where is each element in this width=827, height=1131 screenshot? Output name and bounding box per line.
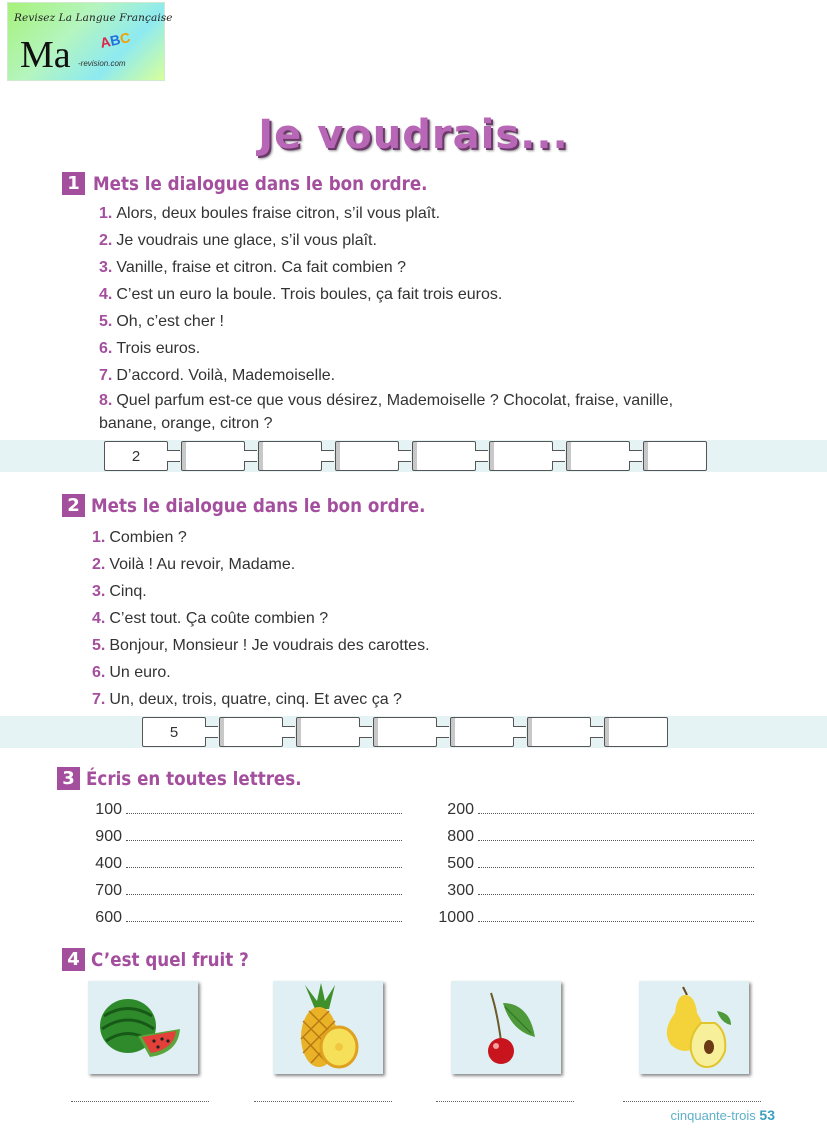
answer-dotted-line[interactable] xyxy=(126,853,402,868)
number-row xyxy=(80,796,402,823)
answer-slot[interactable] xyxy=(527,717,591,747)
fruit-pineapple-image xyxy=(273,981,383,1074)
dialogue-line: 4. C’est un euro la boule. Trois boules, ça fait trois euros. xyxy=(99,286,503,303)
section-1-number: 1 xyxy=(62,172,85,195)
dialogue-line: 5. Oh, c’est cher ! xyxy=(99,313,224,330)
dialogue-line: 3. Cinq. xyxy=(92,583,147,600)
dialogue-line: 1. Combien ? xyxy=(92,529,187,546)
number-row xyxy=(420,796,754,823)
number-value: 300 xyxy=(447,882,474,899)
dialogue-line: 2. Voilà ! Au revoir, Madame. xyxy=(92,556,296,573)
section-4-number: 4 xyxy=(62,948,85,971)
dialogue-line: 7. Un, deux, trois, quatre, cinq. Et avec ça ? xyxy=(92,691,402,708)
number-value: 200 xyxy=(447,801,474,818)
answer-dotted-line[interactable] xyxy=(478,826,754,841)
dialogue-line: 3. Vanille, fraise et citron. Ca fait combien ? xyxy=(99,259,406,276)
logo-brand: Ma xyxy=(20,34,71,76)
section-2-answer-slots xyxy=(142,717,681,747)
number-value: 1000 xyxy=(438,909,474,926)
answer-dotted-line[interactable] xyxy=(478,799,754,814)
dialogue-line: 4. C’est tout. Ça coûte combien ? xyxy=(92,610,329,627)
answer-slot[interactable]: 5 xyxy=(142,717,206,747)
answer-dotted-line[interactable] xyxy=(478,853,754,868)
number-row xyxy=(80,877,402,904)
page-number: 53 xyxy=(759,1107,775,1123)
number-value: 500 xyxy=(447,855,474,872)
dialogue-line: 1. Alors, deux boules fraise citron, s’il vous plaît. xyxy=(99,205,441,222)
section-1-dialogue-list xyxy=(99,200,699,435)
answer-slot[interactable] xyxy=(450,717,514,747)
page-title: Je voudrais... xyxy=(258,112,569,158)
dialogue-line: 7. D’accord. Voilà, Mademoiselle. xyxy=(99,367,336,384)
number-value: 900 xyxy=(95,828,122,845)
section-1-answer-slots xyxy=(104,441,720,471)
section-2-header xyxy=(62,494,471,517)
site-logo xyxy=(7,2,173,81)
number-row xyxy=(80,850,402,877)
fruit-answer-line[interactable] xyxy=(623,1101,761,1102)
answer-slot[interactable] xyxy=(296,717,360,747)
dialogue-line: 8. Quel parfum est-ce que vous désirez, Mademoiselle ? Chocolat, fraise, vanille, banane, orange, citron ? xyxy=(99,392,674,432)
answer-slot[interactable] xyxy=(643,441,707,471)
fruit-answer-line[interactable] xyxy=(71,1101,209,1102)
section-2-number: 2 xyxy=(62,494,85,517)
number-row xyxy=(420,823,754,850)
section-3-heading: Écris en toutes lettres. xyxy=(86,767,302,790)
fruit-watermelon-image xyxy=(88,981,198,1074)
number-row xyxy=(420,877,754,904)
answer-slot[interactable] xyxy=(566,441,630,471)
fruit-answer-line[interactable] xyxy=(254,1101,392,1102)
fruit-pear-image xyxy=(639,981,749,1074)
answer-slot[interactable] xyxy=(181,441,245,471)
section-2-heading: Mets le dialogue dans le bon ordre. xyxy=(91,494,426,517)
answer-slot[interactable] xyxy=(412,441,476,471)
logo-domain: -revision.com xyxy=(78,59,126,68)
section-1-header xyxy=(62,172,473,195)
answer-slot[interactable] xyxy=(335,441,399,471)
number-row xyxy=(80,904,402,931)
answer-slot[interactable] xyxy=(219,717,283,747)
section-1-heading: Mets le dialogue dans le bon ordre. xyxy=(93,172,428,195)
number-value: 600 xyxy=(95,909,122,926)
section-2-dialogue-list xyxy=(92,524,430,713)
page-number-word: cinquante-trois xyxy=(670,1108,756,1123)
answer-dotted-line[interactable] xyxy=(478,907,754,922)
answer-dotted-line[interactable] xyxy=(478,880,754,895)
answer-slot[interactable] xyxy=(604,717,668,747)
answer-slot[interactable] xyxy=(258,441,322,471)
answer-dotted-line[interactable] xyxy=(126,907,402,922)
number-row xyxy=(420,850,754,877)
dialogue-line: 2. Je voudrais une glace, s’il vous plaît. xyxy=(99,232,377,249)
answer-slot[interactable] xyxy=(373,717,437,747)
fruit-cherry-image xyxy=(451,981,561,1074)
answer-slot[interactable]: 2 xyxy=(104,441,168,471)
section-4-header xyxy=(62,948,270,971)
section-4-heading: C’est quel fruit ? xyxy=(91,948,249,971)
number-value: 400 xyxy=(95,855,122,872)
number-value: 700 xyxy=(95,882,122,899)
dialogue-line: 6. Un euro. xyxy=(92,664,171,681)
logo-tagline: Revisez La Langue Française xyxy=(14,12,173,24)
number-row xyxy=(80,823,402,850)
fruit-answer-line[interactable] xyxy=(436,1101,574,1102)
number-row xyxy=(420,904,754,931)
answer-dotted-line[interactable] xyxy=(126,880,402,895)
dialogue-line: 5. Bonjour, Monsieur ! Je voudrais des carottes. xyxy=(92,637,430,654)
number-value: 100 xyxy=(95,801,122,818)
section-3-number: 3 xyxy=(57,767,80,790)
logo-abc: ABC xyxy=(98,29,132,51)
page-footer xyxy=(671,1107,775,1123)
answer-slot[interactable] xyxy=(489,441,553,471)
number-value: 800 xyxy=(447,828,474,845)
answer-dotted-line[interactable] xyxy=(126,826,402,841)
section-3-header xyxy=(57,767,331,790)
dialogue-line: 6. Trois euros. xyxy=(99,340,201,357)
answer-dotted-line[interactable] xyxy=(126,799,402,814)
